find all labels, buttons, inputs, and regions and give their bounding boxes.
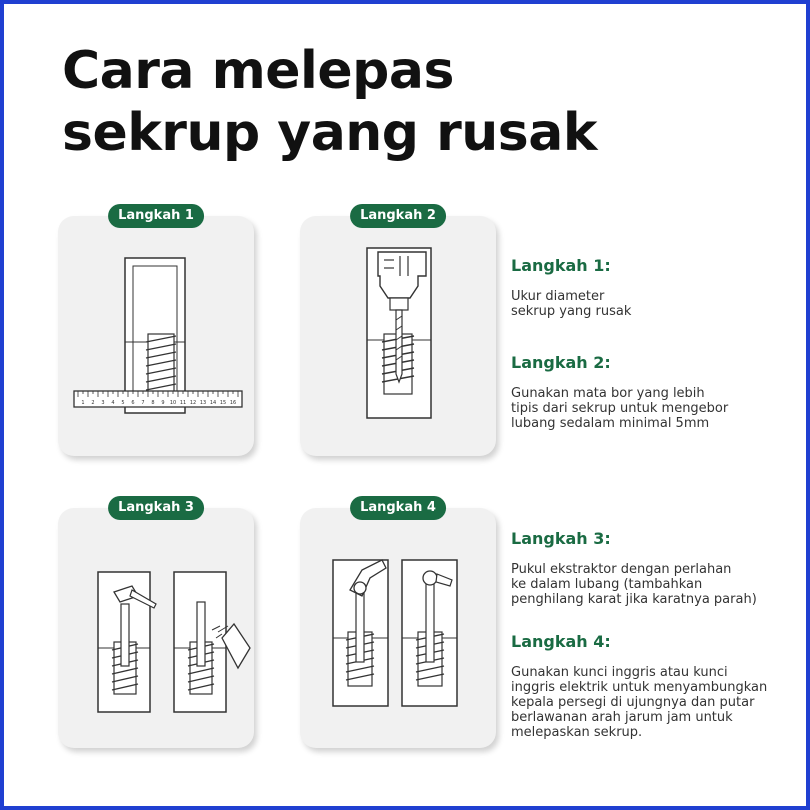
title-line-2: sekrup yang rusak <box>62 103 597 163</box>
step-2-line: Gunakan mata bor yang lebih <box>511 386 705 401</box>
step-2-badge: Langkah 2 <box>350 204 446 228</box>
title-line-1: Cara melepas <box>62 41 454 101</box>
step-1-badge: Langkah 1 <box>108 204 204 228</box>
step-4-line: melepaskan sekrup. <box>511 725 643 740</box>
step-2-line: tipis dari sekrup untuk mengebor <box>511 401 729 416</box>
step-3-text <box>511 562 791 607</box>
measure-illustration <box>58 216 254 456</box>
step-4-heading: Langkah 4: <box>511 632 611 651</box>
step-1-line: sekrup yang rusak <box>511 304 632 319</box>
ruler-number: 12 <box>189 400 197 406</box>
wrench-illustration <box>300 508 496 748</box>
step-4-line: inggris elektrik untuk menyambungkan <box>511 680 768 695</box>
step-4-line: berlawanan arah jarum jam untuk <box>511 710 733 725</box>
step-3-line: Pukul ekstraktor dengan perlahan <box>511 562 732 577</box>
ruler-number: 14 <box>209 400 217 406</box>
step-1-description <box>511 256 791 319</box>
step-4-description <box>511 632 791 740</box>
ruler-number: 9 <box>161 400 165 406</box>
step-4-line: kepala persegi di ujungnya dan putar <box>511 695 755 710</box>
ruler-number: 7 <box>141 400 145 406</box>
step-3-badge: Langkah 3 <box>108 496 204 520</box>
step-4-text <box>511 665 791 740</box>
ruler-number: 3 <box>101 400 105 406</box>
step-2-heading: Langkah 2: <box>511 353 611 372</box>
ruler-number: 13 <box>199 400 207 406</box>
ruler-number: 4 <box>111 400 115 406</box>
ruler-number: 1 <box>81 400 85 406</box>
step-2-card <box>300 208 496 456</box>
step-3-card <box>58 500 254 748</box>
ruler-number: 11 <box>179 400 187 406</box>
step-2-line: lubang sedalam minimal 5mm <box>511 416 710 431</box>
ruler-number: 10 <box>169 400 177 406</box>
step-3-line: penghilang karat jika karatnya parah) <box>511 592 757 607</box>
step-3-heading: Langkah 3: <box>511 529 611 548</box>
step-3-line: ke dalam lubang (tambahkan <box>511 577 703 592</box>
hammer-illustration <box>58 508 254 748</box>
ruler-number: 5 <box>121 400 125 406</box>
step-1-line: Ukur diameter <box>511 289 605 304</box>
step-4-line: Gunakan kunci inggris atau kunci <box>511 665 728 680</box>
step-2-text <box>511 386 791 431</box>
step-1-text <box>511 289 791 319</box>
drill-illustration <box>300 216 496 456</box>
step-1-card <box>58 208 254 456</box>
step-4-badge: Langkah 4 <box>350 496 446 520</box>
step-1-heading: Langkah 1: <box>511 256 611 275</box>
ruler-number: 2 <box>91 400 95 406</box>
step-2-description <box>511 353 791 431</box>
ruler-number: 15 <box>219 400 227 406</box>
ruler-number: 8 <box>151 400 155 406</box>
page-title <box>62 40 597 164</box>
step-3-description <box>511 529 791 607</box>
step-4-card <box>300 500 496 748</box>
ruler-number: 16 <box>229 400 237 406</box>
ruler-number: 6 <box>131 400 135 406</box>
